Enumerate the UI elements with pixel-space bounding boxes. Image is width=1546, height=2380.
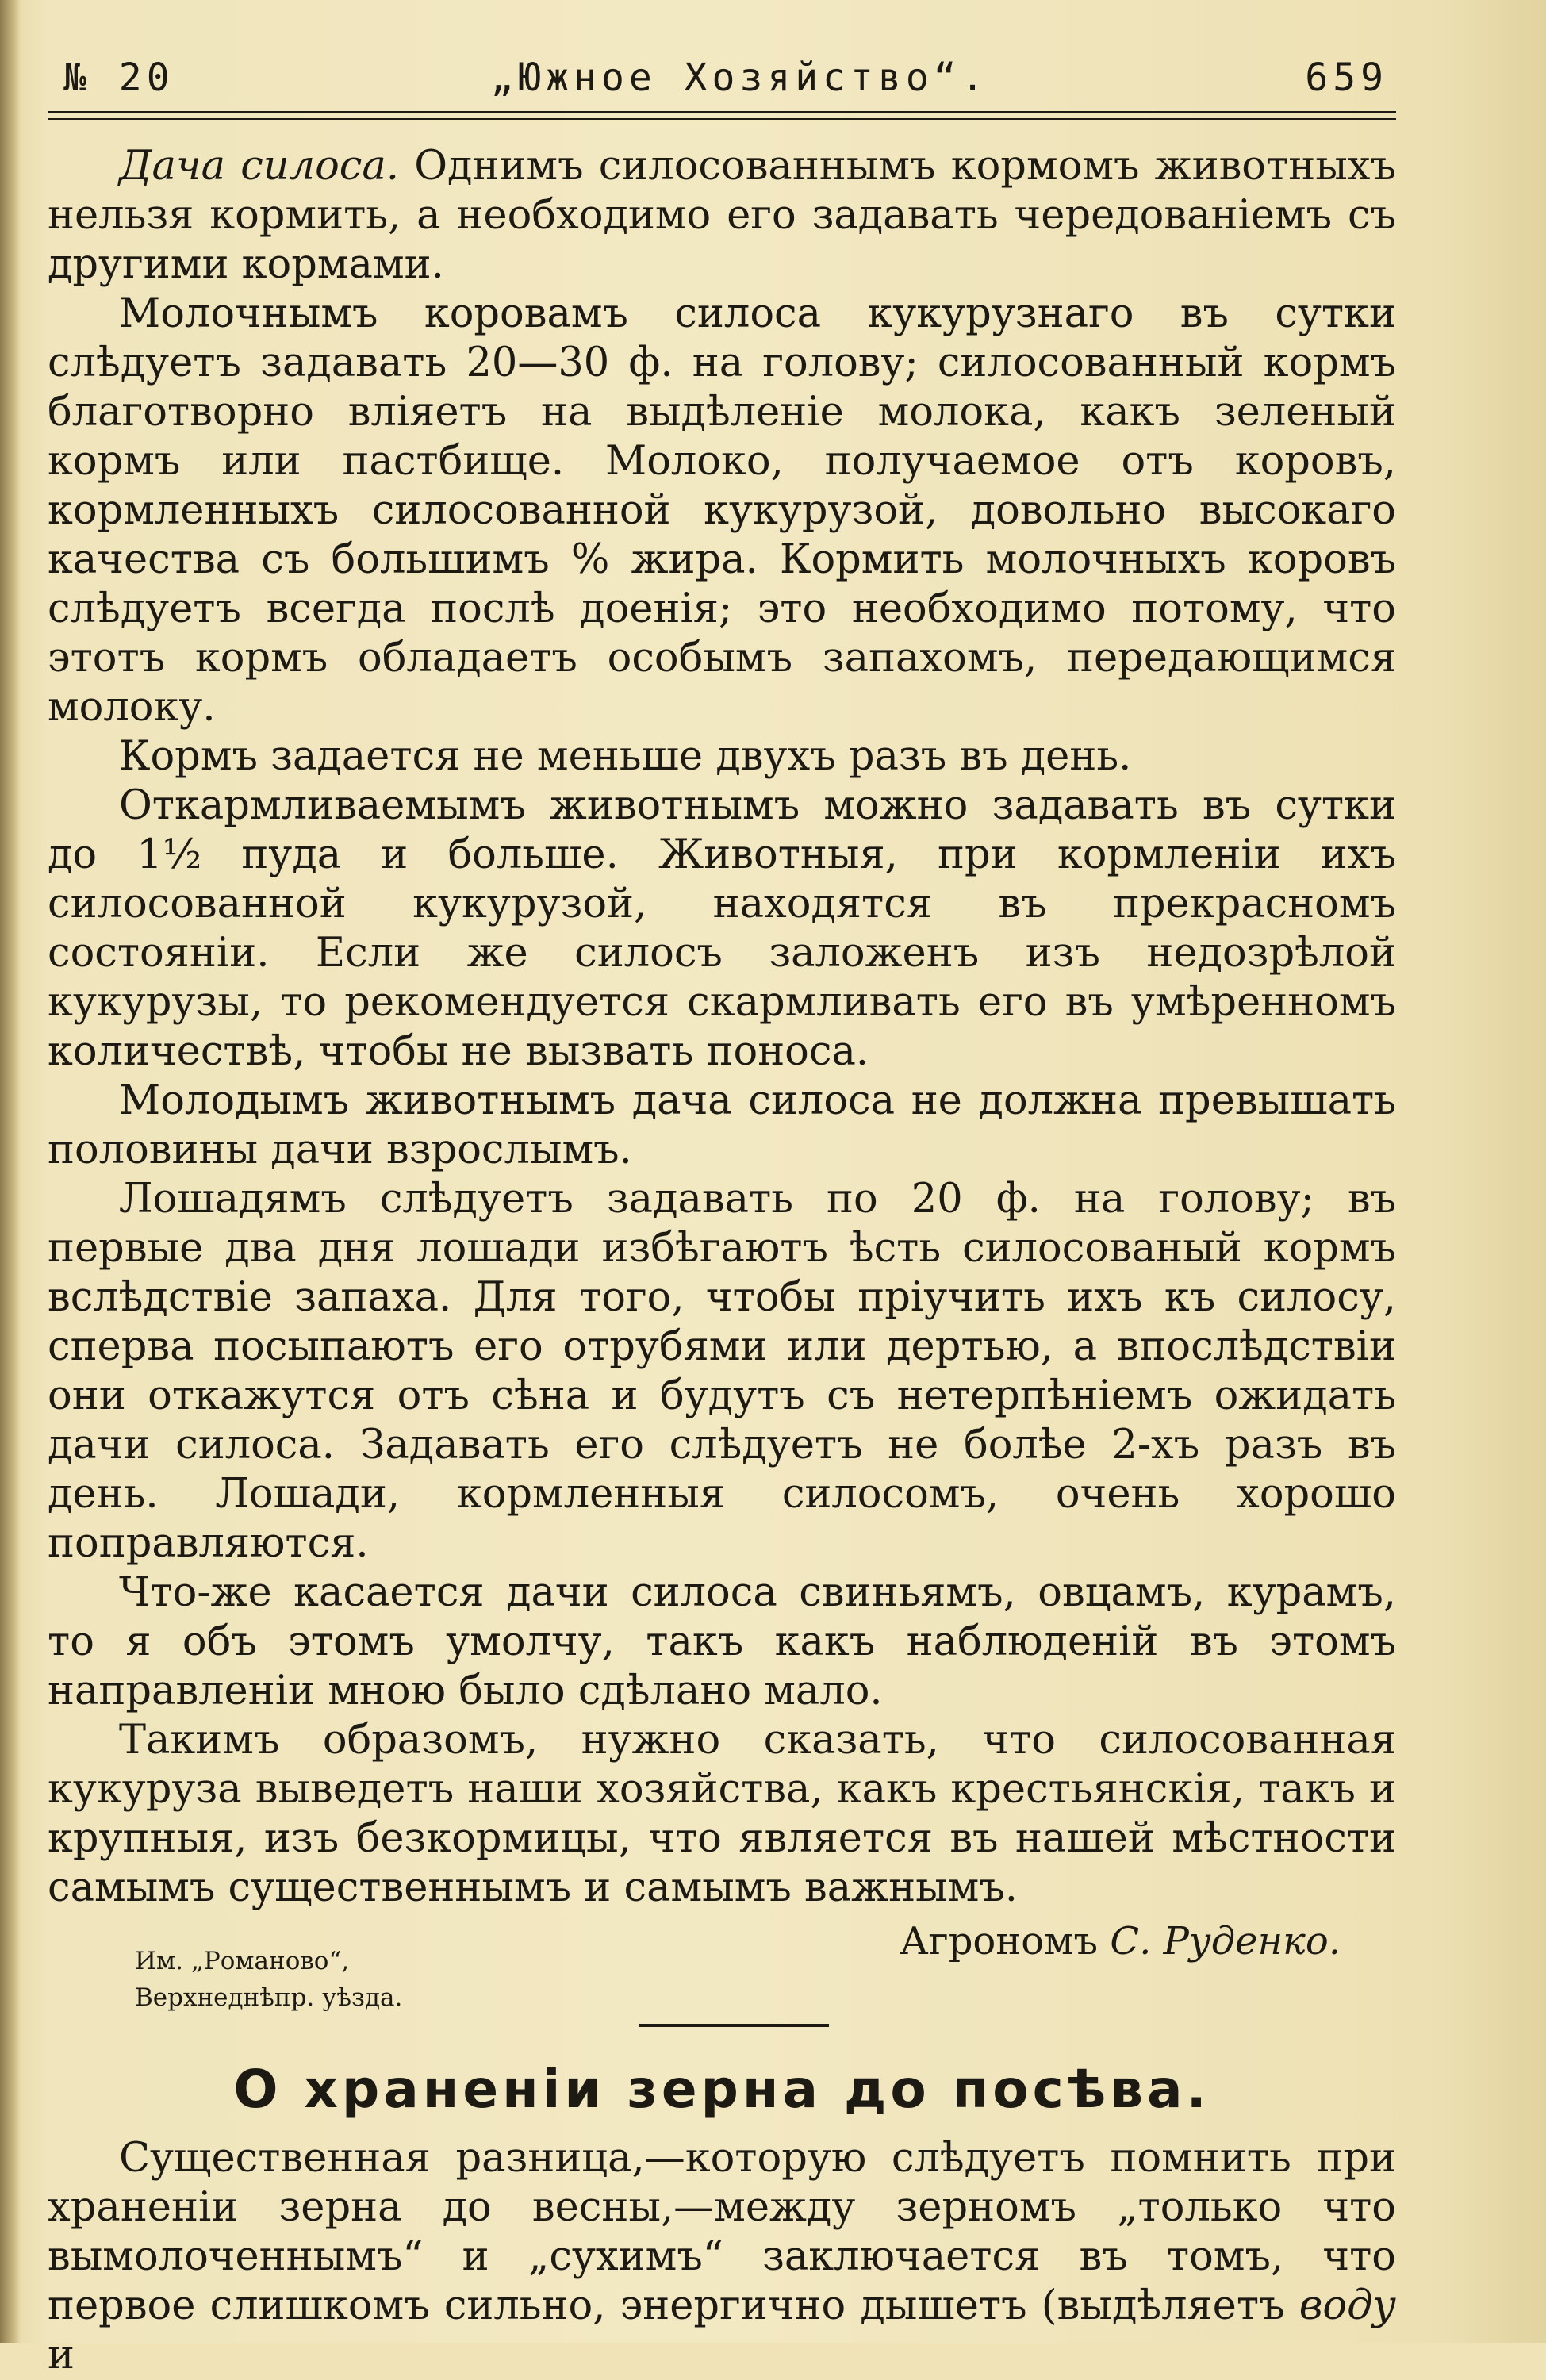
journal-title: „Южное Хозяйство“. xyxy=(490,56,989,100)
article-paragraph-4: Откармливаемымъ животнымъ можно задавать въ сутки до 1½ пуда и больше. Животныя, при кормленіи ихъ силосованной кукурузой, находятся въ прекрасномъ состояніи. Если же силосъ заложенъ изъ недозрѣлой кукурузы, то рекомендуется скармливать его въ умѣренномъ количествѣ, чтобы не вызвать поноса. xyxy=(48,782,1396,1075)
article-paragraph-3: Кормъ задается не меньше двухъ разъ въ день. xyxy=(119,733,1132,780)
header-rule xyxy=(48,111,1396,120)
author-signature xyxy=(900,1919,1341,1964)
author-title: Агрономъ xyxy=(900,1919,1099,1964)
section2-paragraph xyxy=(48,2134,1396,2380)
article-paragraph-7: Что-же касается дачи силоса свиньямъ, овцамъ, курамъ, то я объ этомъ умолчу, такъ какъ наблюденій въ этомъ направленіи мною было сдѣлано мало. xyxy=(48,1569,1396,1714)
section-divider xyxy=(639,2024,829,2027)
estate-line-2: Верхнеднѣпр. уѣзда. xyxy=(135,1983,403,2012)
issue-number: № 20 xyxy=(63,56,175,100)
running-header xyxy=(48,56,1396,106)
page-number: 659 xyxy=(1305,56,1388,100)
paragraph-text: Однимъ силосованнымъ кормомъ животныхъ нельзя кормить, а необходимо его задавать чередованіемъ съ другими кормами. xyxy=(48,143,1397,288)
signature-block xyxy=(48,1919,1396,2038)
article-paragraph-6: Лошадямъ слѣдуетъ задавать по 20 ф. на голову; въ первые два дня лошади избѣгаютъ ѣсть силосованый кормъ вслѣдствіе запаха. Для того, чтобы пріучить ихъ къ силосу, сперва посыпаютъ его отрубями или дертью, а впослѣдствіи они откажутся отъ сѣна и будутъ съ нетерпѣніемъ ожидать дачи силоса. Задавать его слѣдуетъ не болѣе 2-хъ разъ въ день. Лошади, кормленныя силосомъ, очень хорошо поправляются. xyxy=(48,1176,1396,1567)
article-paragraph-8: Такимъ образомъ, нужно сказать, что силосованная кукуруза выведетъ наши хозяйства, какъ крестьянскія, такъ и крупныя, изъ безкормицы, что является въ нашей мѣстности самымъ существеннымъ и самымъ важнымъ. xyxy=(48,1717,1396,1911)
article-paragraph-2: Молочнымъ коровамъ силоса кукурузнаго въ сутки слѣдуетъ задавать 20—30 ф. на голову; силосованный кормъ благотворно вліяетъ на выдѣленіе молока, какъ зеленый кормъ или пастбище. Молоко, получаемое отъ коровъ, кормленныхъ силосованной кукурузой, довольно высокаго качества съ большимъ % жира. Кормить молочныхъ коровъ слѣдуетъ всегда послѣ доенія; это необходимо потому, что этотъ кормъ обладаетъ особымъ запахомъ, передающимся молоку. xyxy=(48,290,1396,731)
section-lead-italic: Дача силоса. xyxy=(119,143,399,190)
page-content xyxy=(48,56,1396,2380)
section2-text-start: Существенная разница,—которую слѣдуетъ помнить при храненіи зерна до весны,—между зерномъ „только что вымолоченнымъ“ и „сухимъ“ заключается въ томъ, что первое слишкомъ сильно, энергично дышетъ (выдѣляетъ xyxy=(48,2135,1396,2329)
article-paragraph-1 xyxy=(48,142,1396,290)
section2-text-end: и xyxy=(48,2332,75,2378)
estate-location xyxy=(135,1943,402,2016)
author-name: С. Руденко. xyxy=(1110,1919,1341,1964)
section-title: О храненіи зерна до посѣва. xyxy=(233,2059,1210,2120)
article-paragraph-5: Молодымъ животнымъ дача силоса не должна превышать половины дачи взрослымъ. xyxy=(48,1077,1396,1173)
estate-line-1: Им. „Романово“, xyxy=(135,1947,350,1975)
book-spine-shadow xyxy=(0,0,21,2343)
section2-text-italic: воду xyxy=(1299,2282,1396,2329)
